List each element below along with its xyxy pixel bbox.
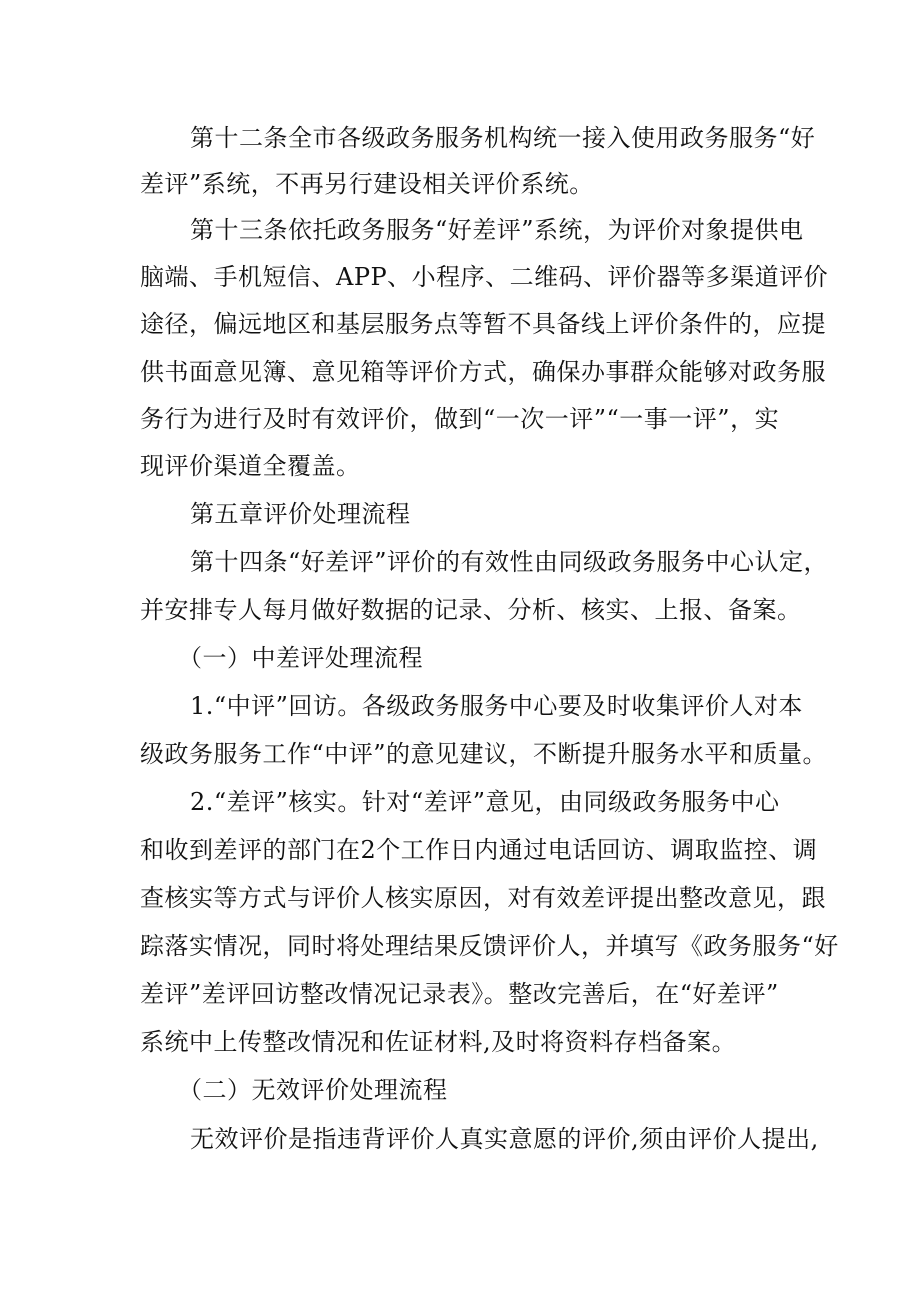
chapter-5-heading: 第五章评价处理流程: [190, 500, 411, 528]
invalid-evaluation-line-1: 无效评价是指违背评价人真实意愿的评价,须由评价人提出,: [190, 1125, 819, 1153]
item-2-line-4: 踪落实情况，同时将处理结果反馈评价人，并填写《政务服务“好: [140, 932, 839, 960]
section-1-heading: （一）中差评处理流程: [178, 644, 423, 672]
article-13-line-4: 供书面意见簿、意见箱等评价方式，确保办事群众能够对政务服: [140, 358, 826, 386]
article-12-line-1: 第十二条全市各级政务服务机构统一接入使用政务服务“好: [190, 124, 816, 152]
article-13-line-3: 途径，偏远地区和基层服务点等暂不具备线上评价条件的，应提: [140, 310, 826, 338]
item-2-line-1: 2.“差评”核实。针对“差评”意见，由同级政务服务中心: [190, 788, 780, 816]
item-2-line-5: 差评”差评回访整改情况记录表》。整改完善后，在“好差评”: [140, 980, 779, 1008]
article-14-line-2: 并安排专人每月做好数据的记录、分析、核实、上报、备案。: [140, 596, 802, 624]
item-2-line-2: 和收到差评的部门在2个工作日内通过电话回访、调取监控、调: [140, 836, 818, 864]
item-1-line-1: 1.“中评”回访。各级政务服务中心要及时收集评价人对本: [190, 692, 803, 720]
article-13-line-1: 第十三条依托政务服务“好差评”系统，为评价对象提供电: [190, 216, 804, 244]
item-2-line-6: 系统中上传整改情况和佐证材料,及时将资料存档备案。: [140, 1028, 737, 1056]
item-1-line-2: 级政务服务工作“中评”的意见建议，不断提升服务水平和质量。: [140, 740, 828, 768]
article-12-line-2: 差评”系统，不再另行建设相关评价系统。: [140, 170, 594, 198]
section-2-heading: （二）无效评价处理流程: [178, 1076, 448, 1104]
article-13-line-2: 脑端、手机短信、APP、小程序、二维码、评价器等多渠道评价: [140, 263, 829, 291]
article-13-line-6: 现评价渠道全覆盖。: [140, 452, 361, 480]
article-13-line-5: 务行为进行及时有效评价，做到“一次一评”“一事一评”，实: [140, 405, 780, 433]
item-2-line-3: 查核实等方式与评价人核实原因，对有效差评提出整改意见，跟: [140, 884, 826, 912]
article-14-line-1: 第十四条“好差评”评价的有效性由同级政务服务中心认定，: [190, 548, 829, 576]
